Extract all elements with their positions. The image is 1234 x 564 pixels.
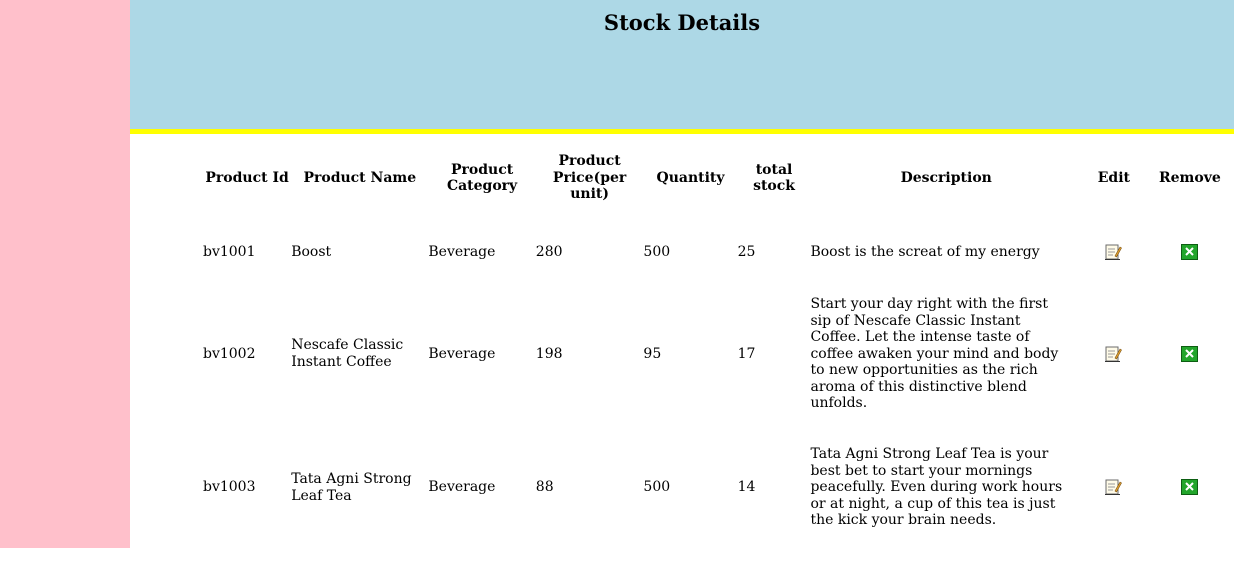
header-product-category: Product Category — [446, 161, 518, 194]
cell-description: Boost is the screat of my energy — [810, 243, 1040, 260]
cell-quantity: 500 — [643, 479, 671, 496]
cell-product-price: 88 — [535, 479, 554, 496]
table-row — [198, 296, 1234, 412]
page-title: Stock Details — [603, 10, 761, 35]
edit-cell — [1082, 296, 1146, 412]
remove-x-icon[interactable] — [1181, 346, 1198, 362]
cell-product-price: 280 — [535, 243, 563, 260]
main-content — [130, 134, 1234, 548]
cell-product-id: bv1001 — [203, 243, 256, 260]
cell-product-id: bv1003 — [203, 479, 256, 496]
cell-quantity: 500 — [643, 243, 671, 260]
header-product-id: Product Id — [205, 169, 289, 186]
page-header — [130, 0, 1234, 134]
cell-product-price: 198 — [535, 345, 563, 362]
header-product-name: Product Name — [303, 169, 417, 186]
cell-product-name: Tata Agni Strong Leaf Tea — [291, 471, 412, 504]
cell-description: Tata Agni Strong Leaf Tea is your best bet to start your mornings peacefully. Even during work hours or at night, a cup of this tea is just the kick your brain needs. — [810, 446, 1063, 529]
header-description: Description — [900, 169, 992, 186]
remove-cell — [1146, 296, 1234, 412]
header-total-stock: total stock — [753, 161, 795, 194]
edit-note-icon[interactable] — [1105, 346, 1122, 362]
cell-product-category: Beverage — [428, 479, 496, 496]
header-product-price: Product Price(per unit) — [552, 153, 627, 203]
remove-cell — [1146, 208, 1234, 296]
cell-description: Start your day right with the first sip of Nescafe Classic Instant Coffee. Let the intense taste of coffee awaken your mind and body to new opportunities as the rich aroma of this distinctive blend unfolds. — [810, 296, 1059, 411]
sidebar — [0, 0, 130, 548]
edit-cell — [1082, 412, 1146, 564]
cell-total-stock: 14 — [737, 479, 756, 496]
table-row — [198, 208, 1234, 296]
cell-product-name: Boost — [291, 243, 332, 260]
remove-cell — [1146, 412, 1234, 564]
cell-product-category: Beverage — [428, 243, 496, 260]
remove-x-icon[interactable] — [1181, 479, 1198, 495]
table-row — [198, 412, 1234, 564]
remove-x-icon[interactable] — [1181, 244, 1198, 260]
cell-product-id: bv1002 — [203, 345, 256, 362]
header-edit: Edit — [1097, 169, 1130, 186]
stock-table — [198, 148, 1234, 564]
cell-total-stock: 17 — [737, 345, 756, 362]
header-quantity: Quantity — [656, 169, 725, 186]
edit-cell — [1082, 208, 1146, 296]
table-header-row — [198, 148, 1234, 208]
cell-product-name: Nescafe Classic Instant Coffee — [291, 337, 404, 370]
cell-quantity: 95 — [643, 345, 662, 362]
edit-note-icon[interactable] — [1105, 479, 1122, 495]
cell-total-stock: 25 — [737, 243, 756, 260]
cell-product-category: Beverage — [428, 345, 496, 362]
header-remove: Remove — [1159, 169, 1221, 186]
edit-note-icon[interactable] — [1105, 244, 1122, 260]
